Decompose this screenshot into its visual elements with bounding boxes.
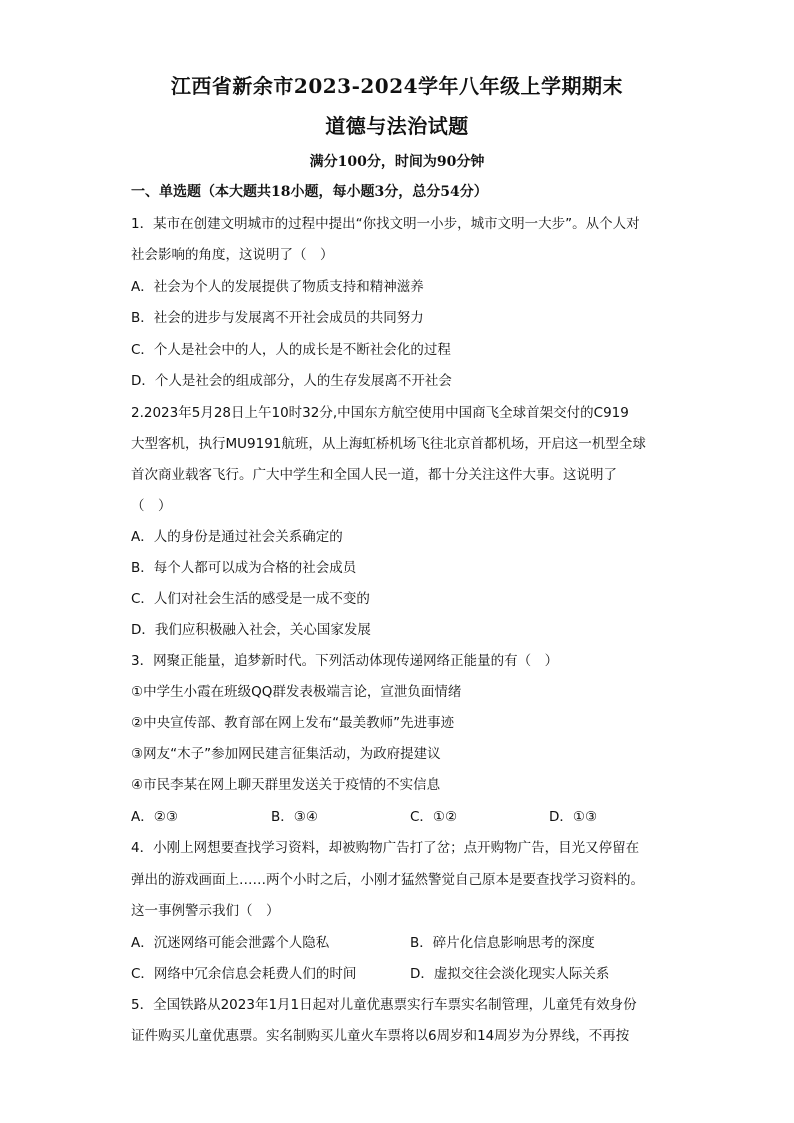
- section-heading: 一、单选题（本大题共18小题，每小题3分，总分54分）: [131, 184, 488, 200]
- question-4-option-d: D．虚拟交往会淡化现实人际关系: [410, 966, 610, 982]
- question-3-option-a: A．②③: [131, 809, 178, 825]
- question-4-option-b: B．碎片化信息影响思考的深度: [410, 935, 595, 951]
- question-4-option-a: A．沉迷网络可能会泄露个人隐私: [131, 935, 330, 951]
- exam-subtitle: 满分100分，时间为90分钟: [309, 154, 485, 170]
- question-1-option-c: C．个人是社会中的人，人的成长是不断社会化的过程: [131, 342, 451, 358]
- question-1-stem-cont: 社会影响的角度，这说明了（ ）: [131, 247, 334, 263]
- question-2-stem: 2.2023年5月28日上午10时32分,中国东方航空使用中国商飞全球首架交付的C919: [131, 405, 629, 421]
- question-1-option-a: A．社会为个人的发展提供了物质支持和精神滋养: [131, 279, 424, 295]
- question-2-stem-cont: 首次商业载客飞行。广大中学生和全国人民一道，都十分关注这件大事。这说明了: [131, 467, 617, 483]
- exam-title-line2: 道德与法治试题: [325, 114, 469, 138]
- question-2-option-b: B．每个人都可以成为合格的社会成员: [131, 560, 357, 576]
- question-3-item-2: ②中央宣传部、教育部在网上发布“最美教师”先进事迹: [131, 715, 455, 731]
- question-3-option-b: B．③④: [271, 809, 318, 825]
- exam-title-line1: 江西省新余市2023-2024学年八年级上学期期末: [170, 74, 624, 98]
- question-2-stem-cont: 大型客机，执行MU9191航班，从上海虹桥机场飞往北京首都机场，开启这一机型全球: [131, 436, 646, 452]
- question-1-option-d: D．个人是社会的组成部分，人的生存发展离不开社会: [131, 373, 452, 389]
- question-3-item-3: ③网友“木子”参加网民建言征集活动，为政府提建议: [131, 746, 441, 762]
- question-5-stem: 5．全国铁路从2023年1月1日起对儿童优惠票实行车票实名制管理，儿童凭有效身份: [131, 997, 637, 1013]
- question-2-answer-blank: （ ）: [131, 498, 172, 514]
- question-4-stem-cont: 弹出的游戏画面上……两个小时之后，小刚才猛然警觉自己原本是要查找学习资料的。: [131, 872, 644, 888]
- question-2-option-d: D．我们应积极融入社会，关心国家发展: [131, 622, 371, 638]
- question-5-stem-cont: 证件购买儿童优惠票。实名制购买儿童火车票将以6周岁和14周岁为分界线，不再按: [131, 1028, 630, 1044]
- question-3-item-1: ①中学生小霞在班级QQ群发表极端言论，宣泄负面情绪: [131, 684, 462, 700]
- question-4-stem: 4．小刚上网想要查找学习资料，却被购物广告打了岔；点开购物广告，目光又停留在: [131, 840, 640, 856]
- question-3-option-d: D．①③: [549, 809, 598, 825]
- question-4-stem-cont: 这一事例警示我们（ ）: [131, 903, 280, 919]
- question-2-option-c: C．人们对社会生活的感受是一成不变的: [131, 591, 370, 607]
- question-1-stem: 1．某市在创建文明城市的过程中提出“你找文明一小步，城市文明一大步”。从个人对: [131, 216, 640, 232]
- question-3-item-4: ④市民李某在网上聊天群里发送关于疫情的不实信息: [131, 777, 441, 793]
- question-3-stem: 3．网聚正能量，追梦新时代。下列活动体现传递网络正能量的有（ ）: [131, 653, 559, 669]
- question-1-option-b: B．社会的进步与发展离不开社会成员的共同努力: [131, 310, 424, 326]
- question-3-option-c: C．①②: [410, 809, 458, 825]
- question-4-option-c: C．网络中冗余信息会耗费人们的时间: [131, 966, 357, 982]
- question-2-option-a: A．人的身份是通过社会关系确定的: [131, 529, 343, 545]
